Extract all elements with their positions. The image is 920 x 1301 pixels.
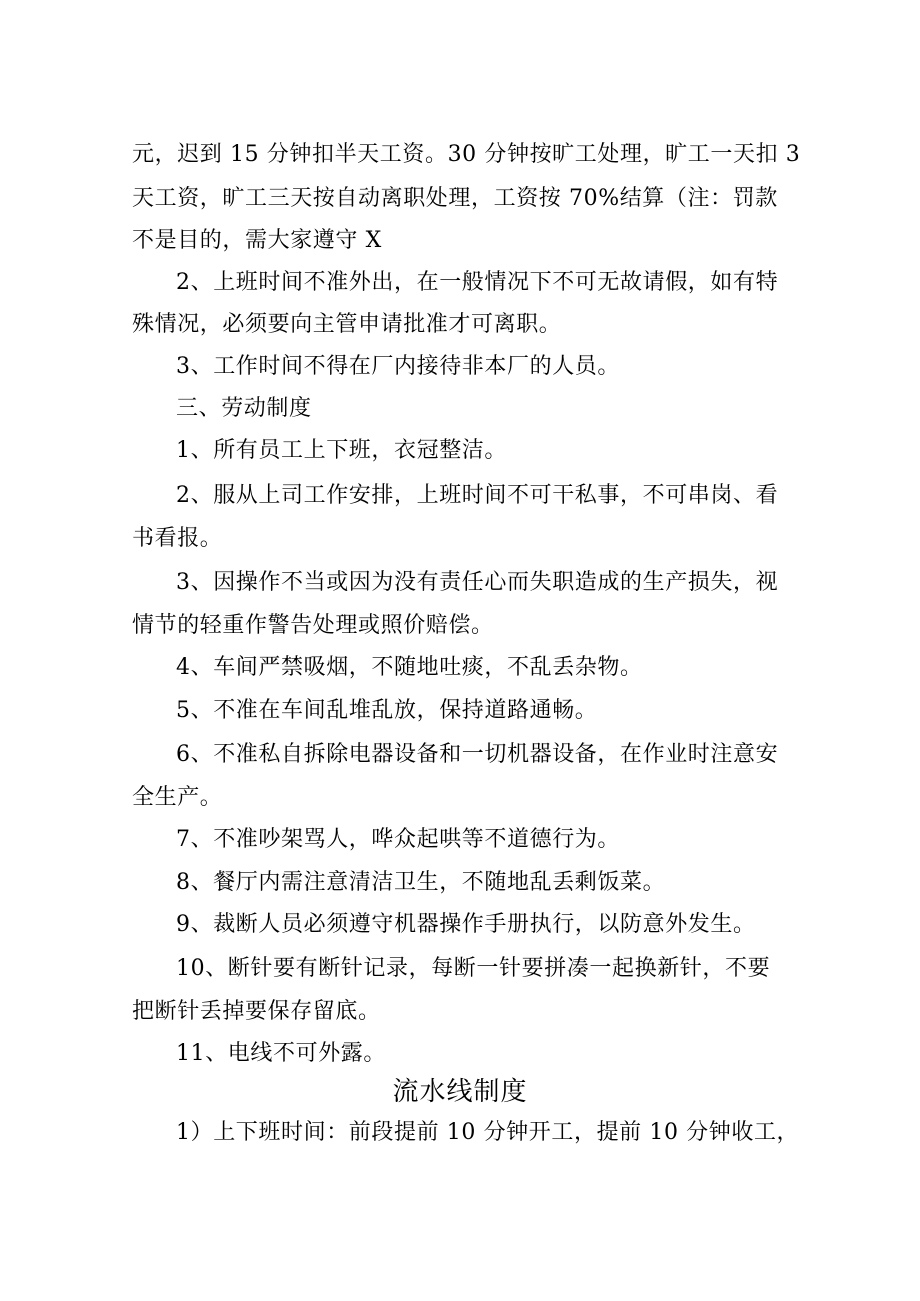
rule-item-line: 1、所有员工上下班，衣冠整洁。 bbox=[176, 438, 507, 463]
rule-item-line: 8、餐厅内需注意清洁卫生，不随地乱丢剩饭菜。 bbox=[176, 870, 666, 895]
rule-item-line: 2、上班时间不准外出，在一般情况下不可无故请假，如有特 bbox=[176, 270, 779, 295]
rule-item-line: 11、电线不可外露。 bbox=[176, 1041, 386, 1066]
rule-item-line: 3、因操作不当或因为没有责任心而失职造成的生产损失，视 bbox=[176, 570, 779, 595]
paragraph-line: 把断针丢掉要保存留底。 bbox=[132, 999, 381, 1024]
rule-item-line: 9、裁断人员必须遵守机器操作手册执行，以防意外发生。 bbox=[176, 912, 756, 937]
rule-item-line: 3、工作时间不得在厂内接待非本厂的人员。 bbox=[176, 354, 620, 379]
rule-item-line: 2、服从上司工作安排，上班时间不可干私事，不可串岗、看 bbox=[176, 483, 779, 508]
section-title: 流水线制度 bbox=[392, 1077, 528, 1107]
paragraph-line: 天工资，旷工三天按自动离职处理，工资按 70%结算（注：罚款 bbox=[132, 186, 778, 211]
paragraph-line: 殊情况，必须要向主管申请批准才可离职。 bbox=[132, 312, 562, 337]
paragraph-line: 不是目的，需大家遵守 X bbox=[132, 228, 382, 253]
rule-item-line: 4、车间严禁吸烟，不随地吐痰，不乱丢杂物。 bbox=[176, 655, 643, 680]
paragraph-line: 情节的轻重作警告处理或照价赔偿。 bbox=[132, 613, 494, 638]
rule-item-line: 1）上下班时间：前段提前 10 分钟开工，提前 10 分钟收工， bbox=[176, 1120, 800, 1145]
section-heading: 三、劳动制度 bbox=[176, 396, 312, 421]
rule-item-line: 5、不准在车间乱堆乱放，保持道路通畅。 bbox=[176, 698, 598, 723]
paragraph-line: 书看报。 bbox=[132, 526, 223, 551]
rule-item-line: 7、不准吵架骂人，哗众起哄等不道德行为。 bbox=[176, 827, 620, 852]
rule-item-line: 10、断针要有断针记录，每断一针要拼凑一起换新针，不要 bbox=[176, 956, 771, 981]
rule-item-line: 6、不准私自拆除电器设备和一切机器设备，在作业时注意安 bbox=[176, 742, 779, 767]
paragraph-line: 元，迟到 15 分钟扣半天工资。30 分钟按旷工处理，旷工一天扣 3 bbox=[132, 142, 801, 167]
paragraph-line: 全生产。 bbox=[132, 785, 223, 810]
